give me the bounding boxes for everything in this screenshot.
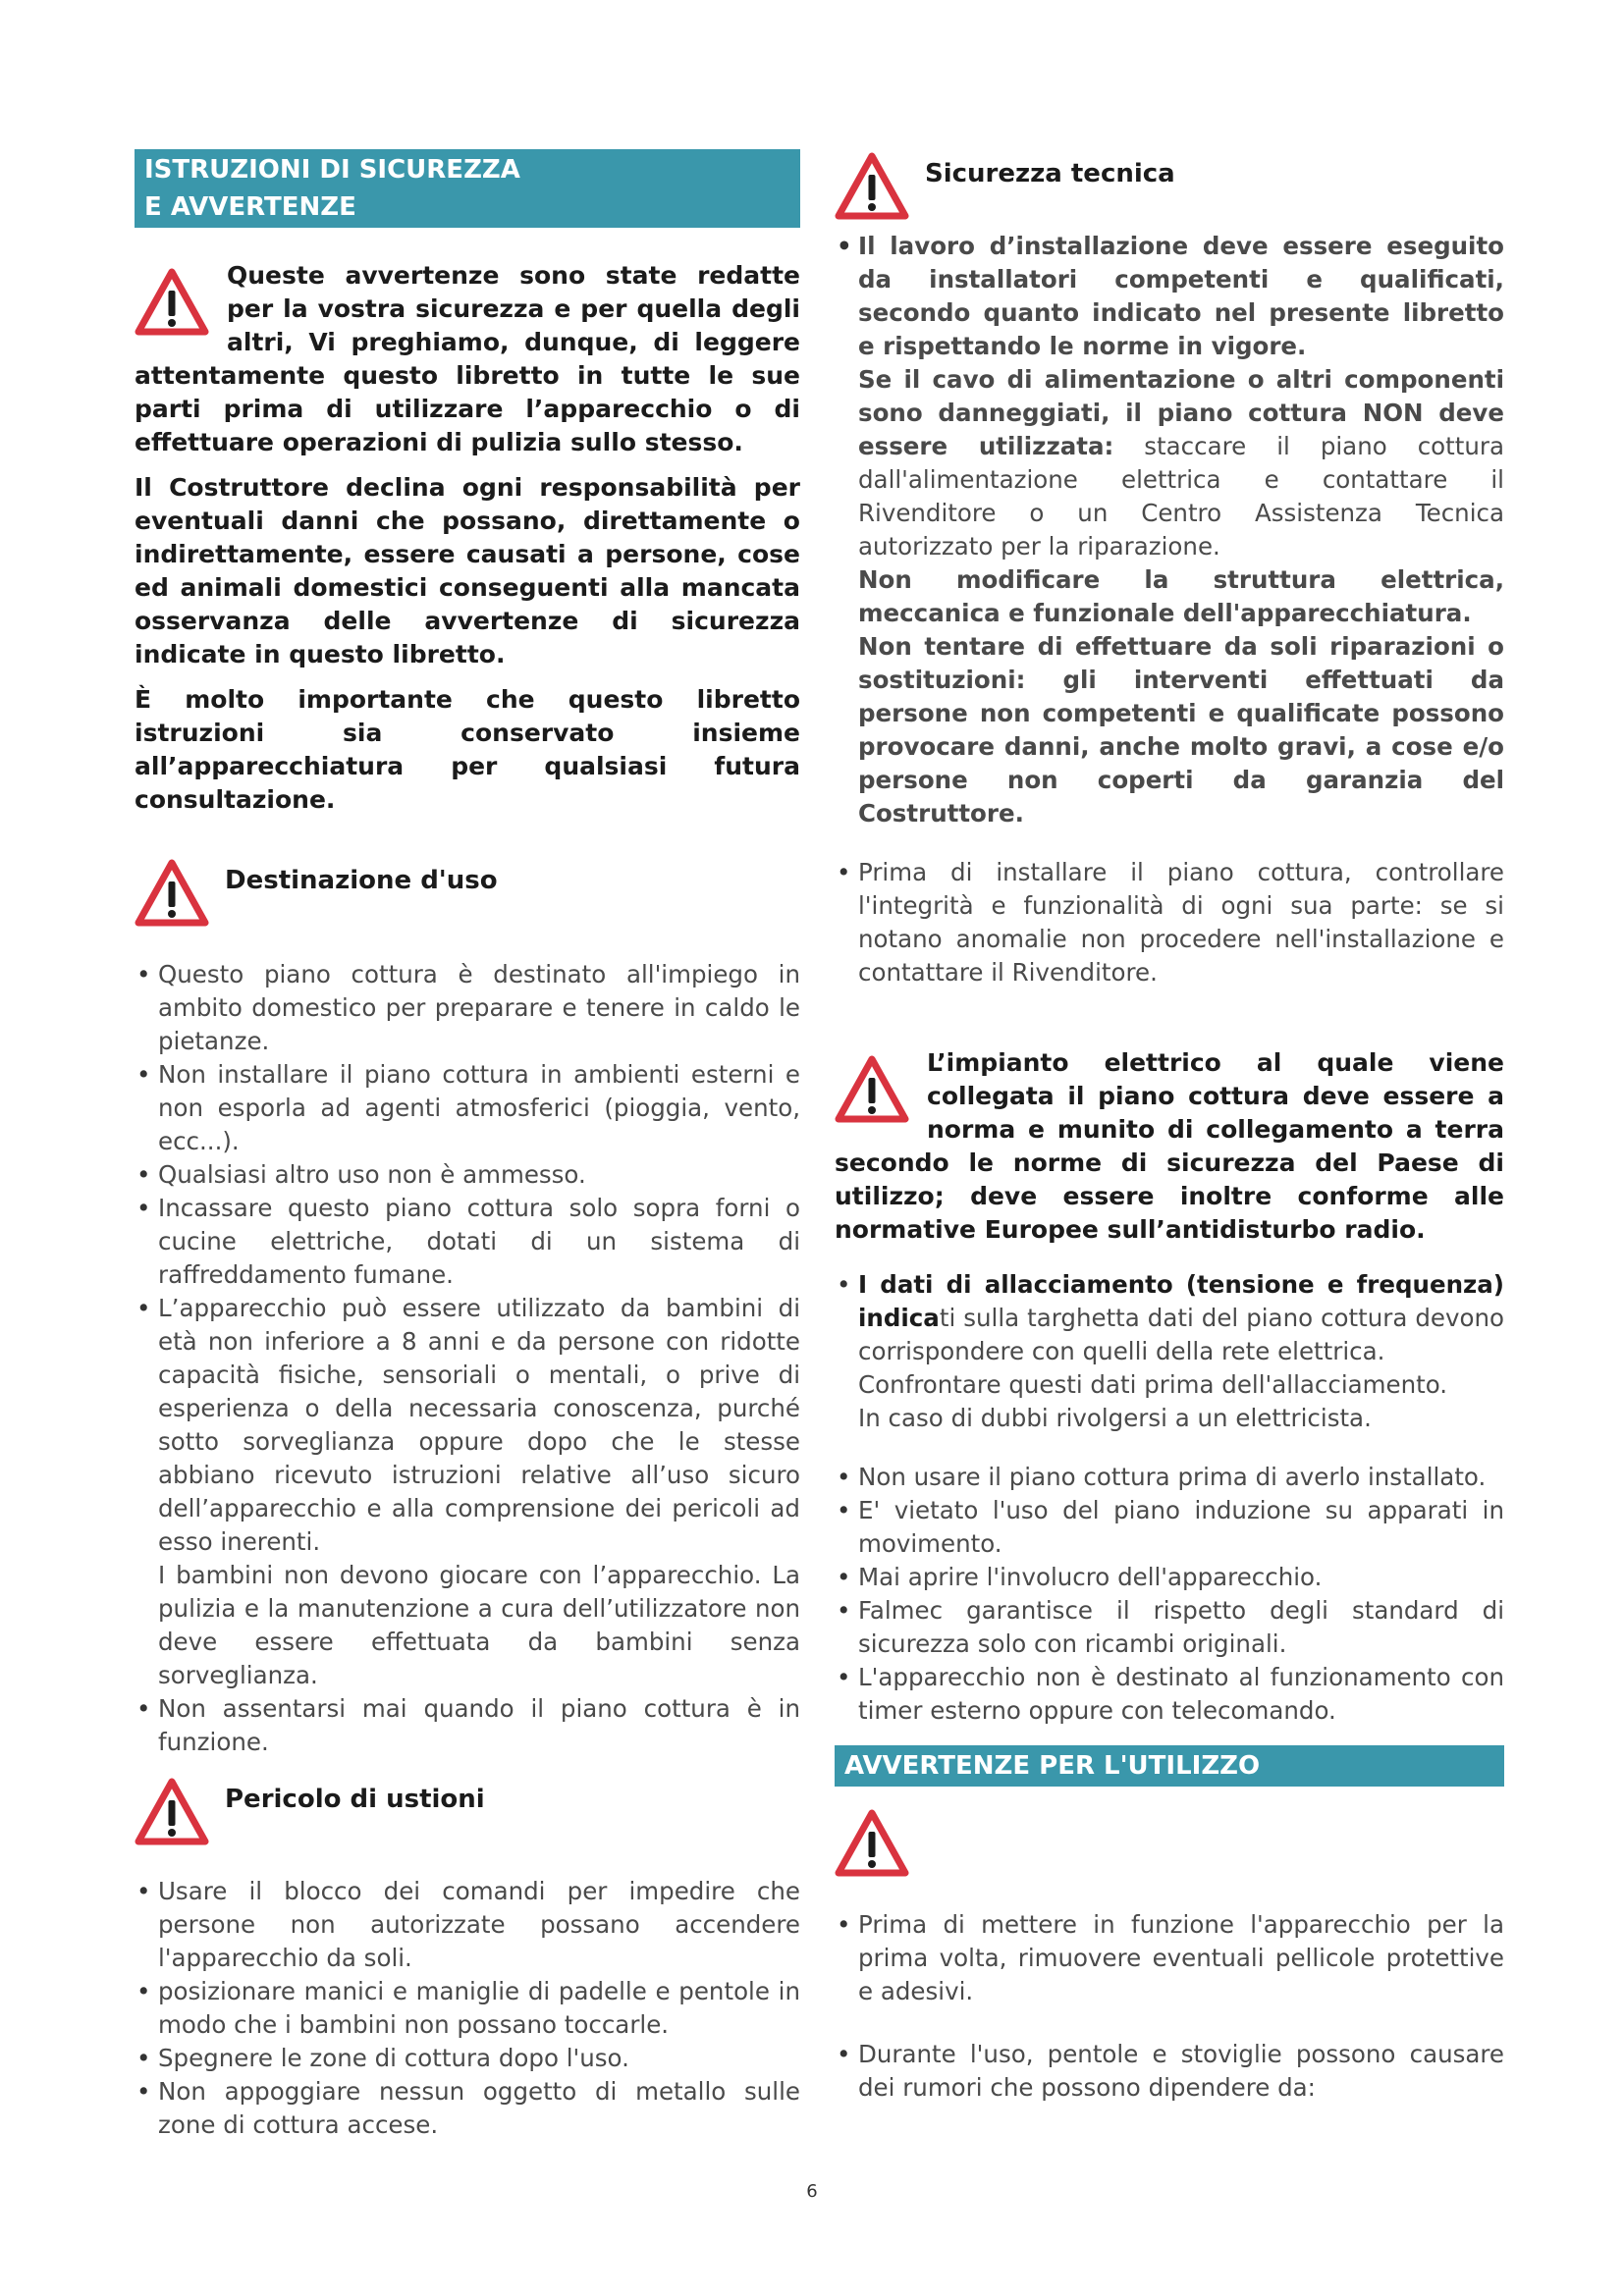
warning-icon [835, 1054, 909, 1125]
list-item: • Durante l'uso, pentole e stoviglie possono causare dei rumori che possono dipendere da: [835, 2038, 1504, 2105]
intro-paragraph-1 [135, 259, 800, 459]
list-item: • Prima di mettere in funzione l'apparecchio per la prima volta, rimuovere eventuali pellicole protettive e adesivi. [835, 1908, 1504, 2008]
left-column [135, 149, 800, 2142]
list-item: • posizionare manici e maniglie di padelle e pentole in modo che i bambini non possano toccarle. [135, 1975, 800, 2042]
list-item: • Spegnere le zone di cottura dopo l'uso. [135, 2042, 800, 2075]
list-item-light-part: staccare il piano cottura dall'alimentazione elettrica e contattare il Rivenditore o un Centro Assistenza Tecnica autorizzato per la riparazione. [858, 432, 1504, 561]
installazione-list [835, 856, 1504, 989]
impianto-text: L’impianto elettrico al quale viene collegata il piano cottura deve essere a norma e munito di collegamento a terra secondo le norme di sicurezza del Paese di utilizzo; deve essere inoltre conforme alle normative Europee sull’antidisturbo radio. [835, 1048, 1504, 1244]
list-item: • Il lavoro d’installazione deve essere eseguito da installatori competenti e qualificati, secondo quanto indicato nel presente libretto e rispettando le norme in vigore. [835, 230, 1504, 363]
destinazione-list [135, 958, 800, 1759]
section-header-usage: AVVERTENZE PER L'UTILIZZO [835, 1745, 1504, 1787]
list-item: • Mai aprire l'involucro dell'apparecchio. [835, 1561, 1504, 1594]
list-item: Confrontare questi dati prima dell'allacciamento. [858, 1370, 1448, 1399]
intro-paragraph-3: È molto importante che questo libretto istruzioni sia conservato insieme all’apparecchiatura per qualsiasi futura consultazione. [135, 685, 800, 814]
list-item: Non tentare di effettuare da soli riparazioni o sostituzioni: gli interventi effettuati da persone non competenti e qualificate possono provocare danni, anche molto gravi, a cose e/o persone non coperti da garanzia del Costruttore. [858, 632, 1504, 828]
list-item-bold-part: Se il cavo di alimentazione o altri componenti sono danneggiati, il piano cottura NON deve essere utilizzata: [858, 365, 1504, 460]
right-column [835, 149, 1504, 2105]
list-item: Non modificare la struttura elettrica, meccanica e funzionale dell'apparecchiatura. [858, 565, 1504, 627]
dati-bold-part: I dati di allacciamento (tensione e frequenza) indica [858, 1270, 1504, 1332]
list-item: • Non installare il piano cottura in ambienti esterni e non esporla ad agenti atmosferici (pioggia, vento, ecc...). [135, 1058, 800, 1158]
dati-light-part: ti sulla targhetta dati del piano cottura devono corrispondere con quelli della rete elettrica. [858, 1304, 1504, 1365]
dati-list [835, 1268, 1504, 1435]
sicurezza-tecnica-title: Sicurezza tecnica [925, 159, 1175, 188]
list-item: • Non assentarsi mai quando il piano cottura è in funzione. [135, 1692, 800, 1759]
ustioni-title: Pericolo di ustioni [225, 1785, 485, 1814]
list-item [835, 1268, 1504, 1368]
ustioni-list [135, 1875, 800, 2142]
warning-icon [135, 858, 209, 929]
list-item: • E' vietato l'uso del piano induzione su apparati in movimento. [835, 1494, 1504, 1561]
list-item: • Prima di installare il piano cottura, controllare l'integrità e funzionalità di ogni sua parte: se si notano anomalie non procedere nell'installazione e contattare il Rivenditore. [835, 856, 1504, 989]
sicurezza-tecnica-heading [835, 151, 1504, 222]
warning-icon [835, 1808, 909, 1879]
list-item: • Usare il blocco dei comandi per impedire che persone non autorizzate possano accendere l'apparecchio da soli. [135, 1875, 800, 1975]
destinazione-title: Destinazione d'uso [225, 866, 498, 895]
list-item: • L'apparecchio non è destinato al funzionamento con timer esterno oppure con telecomando. [835, 1661, 1504, 1728]
destinazione-heading [135, 858, 800, 929]
avvertenze-list-2 [835, 2038, 1504, 2105]
list-item: I bambini non devono giocare con l’apparecchio. La pulizia e la manutenzione a cura dell’utilizzatore non deve essere effettuata da bambini senza sorveglianza. [158, 1561, 800, 1689]
list-item [835, 363, 1504, 563]
list-item: • Qualsiasi altro uso non è ammesso. [135, 1158, 800, 1192]
intro-paragraph-1-text: Queste avvertenze sono state redatte per la vostra sicurezza e per quella degli altri, Vi preghiamo, dunque, di leggere attentamente questo libretto in tutte le sue parti prima di utilizzare l’apparecchio o di effettuare operazioni di pulizia sullo stesso. [135, 261, 800, 456]
intro-block [135, 259, 800, 817]
section-header-safety [135, 149, 800, 228]
list-item: • Questo piano cottura è destinato all'impiego in ambito domestico per preparare e tenere in caldo le pietanze. [135, 958, 800, 1058]
avvertenze-list [835, 1908, 1504, 2008]
list-item: • Non usare il piano cottura prima di averlo installato. [835, 1461, 1504, 1494]
list-item: • L’apparecchio può essere utilizzato da bambini di età non inferiore a 8 anni e da persone con ridotte capacità fisiche, sensoriali o mentali, o prive di esperienza o della necessaria conoscenza, purché sotto sorveglianza oppure dopo che le stesse abbiano ricevuto istruzioni relative all’uso sicuro dell’apparecchio e alla comprensione dei pericoli ad esso inerenti. [135, 1292, 800, 1559]
warning-icon [135, 267, 209, 338]
section-header-line-1: ISTRUZIONI DI SICUREZZA [144, 155, 520, 185]
list-item: • Falmec garantisce il rispetto degli standard di sicurezza solo con ricambi originali. [835, 1594, 1504, 1661]
list-item: • Incassare questo piano cottura solo sopra forni o cucine elettriche, dotati di un sistema di raffreddamento fumane. [135, 1192, 800, 1292]
ustioni-heading [135, 1777, 800, 1847]
misc-warnings-list [835, 1461, 1504, 1728]
warning-icon [135, 1777, 209, 1847]
impianto-paragraph [835, 1046, 1504, 1247]
page-number: 6 [806, 2181, 818, 2202]
list-item: • Non appoggiare nessun oggetto di metallo sulle zone di cottura accese. [135, 2075, 800, 2142]
warning-icon [835, 151, 909, 222]
section-header-line-2: E AVVERTENZE [144, 192, 356, 222]
sicurezza-tecnica-list [835, 230, 1504, 830]
intro-paragraph-2: Il Costruttore declina ogni responsabilità per eventuali danni che possano, direttamente o indirettamente, essere causati a persone, cose ed animali domestici conseguenti alla mancata osservanza delle avvertenze di sicurezza indicate in questo libretto. [135, 473, 800, 668]
list-item: In caso di dubbi rivolgersi a un elettricista. [858, 1404, 1372, 1432]
